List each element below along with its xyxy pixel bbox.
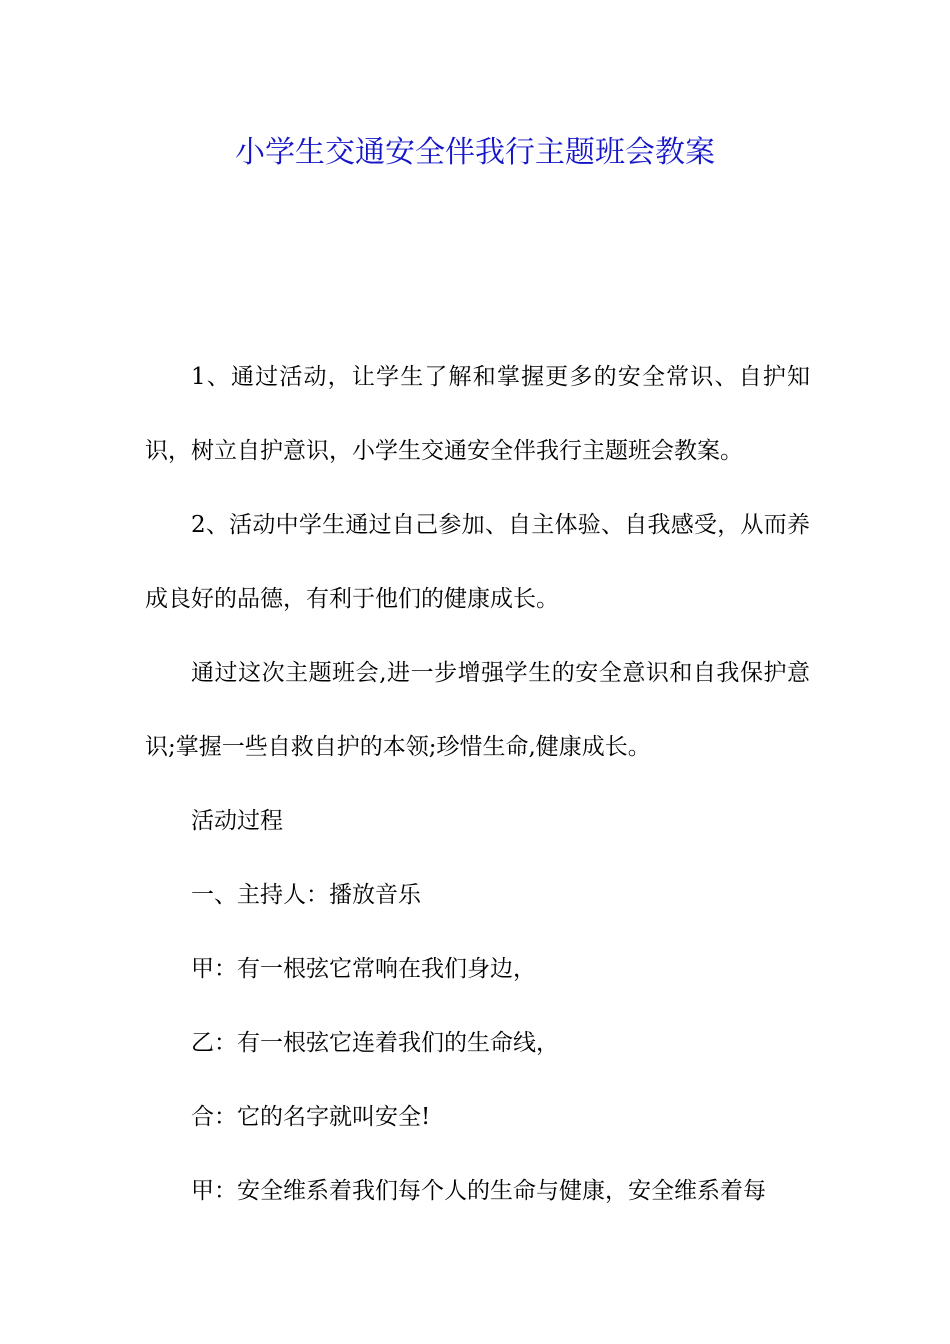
dialogue-line-a1: 甲：有一根弦它常响在我们身边，	[191, 956, 536, 982]
paragraph-1: 1、通过活动，让学生了解和掌握更多的安全常识、自护知识，树立自护意识，小学生交通安全伴我行主题班会教案。	[145, 364, 810, 464]
document-title: 小学生交通安全伴我行主题班会教案	[235, 135, 715, 170]
section-heading-activity-process: 活动过程	[191, 808, 283, 834]
dialogue-line-together: 合：它的名字就叫安全!	[191, 1104, 431, 1130]
paragraph-host-music: 一、主持人：播放音乐	[191, 882, 421, 908]
dialogue-line-b1: 乙：有一根弦它连着我们的生命线，	[191, 1030, 559, 1056]
paragraph-3: 通过这次主题班会,进一步增强学生的安全意识和自我保护意识;掌握一些自救自护的本领;珍惜生命,健康成长。	[145, 660, 810, 760]
paragraph-2: 2、活动中学生通过自己参加、自主体验、自我感受，从而养成良好的品德，有利于他们的健康成长。	[145, 512, 810, 612]
dialogue-line-a2: 甲：安全维系着我们每个人的生命与健康，安全维系着每	[191, 1178, 766, 1204]
document-body	[145, 340, 810, 1228]
